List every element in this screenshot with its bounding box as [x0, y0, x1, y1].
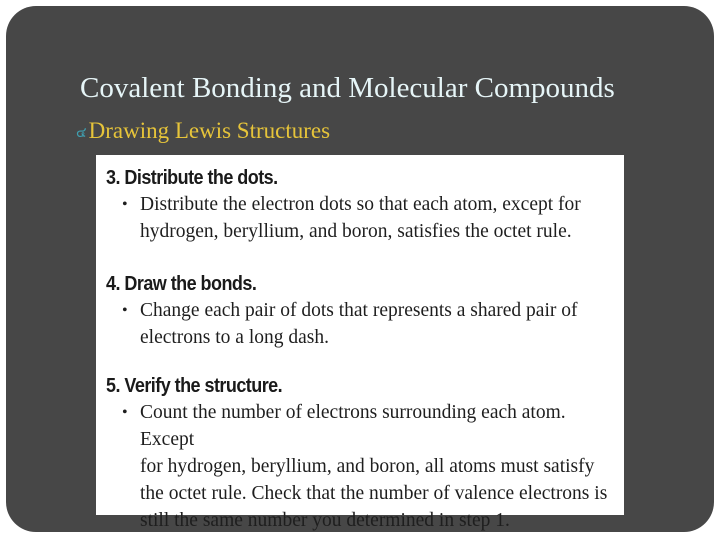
step-3 [106, 165, 616, 245]
step-line: the octet rule. Check that the number of valence electrons is [140, 483, 608, 504]
step-line: Count the number of electrons surrounding each atom. Except [140, 402, 566, 450]
step-line: Distribute the electron dots so that each atom, except for [140, 194, 581, 215]
step-heading: 3. Distribute the dots. [106, 167, 278, 189]
bullet-item [76, 118, 330, 148]
step-line: hydrogen, beryllium, and boron, satisfies the octet rule. [140, 221, 572, 242]
slide [6, 6, 714, 532]
bullet-dot-icon: • [122, 404, 128, 421]
bullet-dot-icon: • [122, 196, 128, 213]
step-body [122, 191, 616, 245]
bullet-text: Drawing Lewis Structures [88, 118, 331, 143]
step-line: for hydrogen, beryllium, and boron, all atoms must satisfy [140, 456, 595, 477]
step-line: electrons to a long dash. [140, 327, 329, 348]
lewis-steps-figure [96, 155, 624, 531]
step-line: Change each pair of dots that represents a shared pair of [140, 300, 578, 321]
slide-title: Covalent Bonding and Molecular Compounds [80, 72, 615, 104]
step-line: still the same number you determined in step 1. [140, 510, 510, 531]
bullet-dot-icon: • [122, 302, 128, 319]
step-body [122, 399, 616, 532]
scroll-bullet-icon: ๔ [76, 125, 87, 141]
step-4 [106, 271, 616, 351]
step-body [122, 297, 616, 351]
step-heading: 5. Verify the structure. [106, 375, 283, 397]
step-5 [106, 373, 616, 532]
step-heading: 4. Draw the bonds. [106, 273, 257, 295]
